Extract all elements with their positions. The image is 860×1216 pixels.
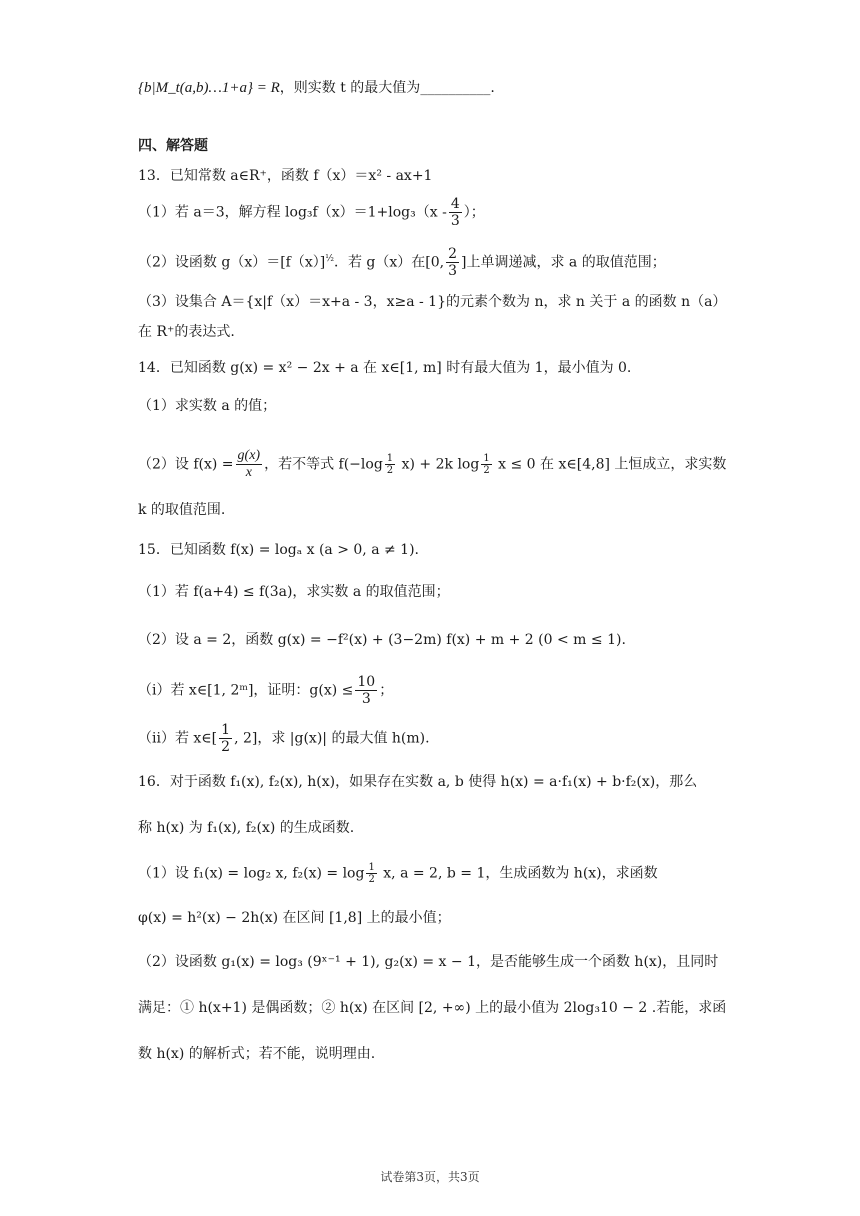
q13-part1-end: ）； [463,204,485,221]
q15-stem: 15．已知函数 f(x) = logₐ x (a > 0, a ≠ 1). [138,542,420,558]
fraction-numerator: 10 [357,674,376,690]
q15-part-ii-end: , 2]，求 |g(x)| 的最大值 h(m). [234,730,430,747]
q14-stem: 14．已知函数 g(x) = x² − 2x + a 在 x∈[1, m] 时有最大值为 1，最小值为 0. [138,360,632,376]
fraction-numerator: g(x) [237,448,261,463]
q16-part1 [138,862,658,885]
q16-part1-text: （1）设 f₁(x) = log₂ x, f₂(x) = log [138,865,365,882]
q16-part2-line1: （2）设函数 g₁(x) = log₃ (9ˣ⁻¹ + 1), g₂(x) = x − 1，是否能够生成一个函数 h(x)，且同时 [138,954,719,970]
fraction [236,448,263,481]
q15-part-i-end: ； [379,682,394,699]
fraction-numerator: 1 [483,453,490,464]
q13-part2-text: （2）设函数 g（x）＝[f（x）] [138,254,326,271]
q12-blank: __________ [420,80,491,96]
fraction-denominator: 2 [221,739,231,755]
fraction-numerator: 1 [368,862,375,873]
q16-part2-line3: 数 h(x) 的解析式；若不能，说明理由. [138,1046,376,1062]
q12-text: ，则实数 t 的最大值为 [279,80,421,96]
fraction-denominator: x [245,465,252,480]
fraction-denominator: 3 [450,213,460,229]
fraction-numerator: 1 [221,722,231,738]
q12-formula: {b|M_t(a,b)…1+a} = R [138,80,280,96]
q15-part2: （2）设 a = 2，函数 g(x) = −f²(x) + (3−2m) f(x) + m + 2 (0 < m ≤ 1). [138,632,626,648]
q14-part2-mid: ，若不等式 f(−log [264,456,383,473]
fraction [449,196,462,229]
fraction [219,722,232,755]
q16-part1-end: x, a = 2, b = 1，生成函数为 h(x)，求函数 [378,865,658,882]
exponent: ½ [325,253,334,264]
fraction [446,246,459,279]
q16-stem-line2: 称 h(x) 为 f₁(x), f₂(x) 的生成函数. [138,820,355,836]
q15-part-ii-text: （ii）若 x∈[ [138,730,218,747]
q13-part2 [138,246,666,279]
q16-part2-line2: 满足：① h(x+1) 是偶函数；② h(x) 在区间 [2, +∞) 上的最小值为 2log₃10 − 2 .若能，求函 [138,1000,727,1016]
fraction-half [366,862,376,885]
q14-part2-end: x ≤ 0 在 x∈[4,8] 上恒成立，求实数 [493,456,727,473]
q14-part2-mid2: x) + 2k log [397,456,480,473]
fraction [355,674,377,707]
q14-part1: （1）求实数 a 的值； [138,398,277,414]
q14-part2 [138,448,726,481]
fraction-denominator: 3 [361,691,371,707]
q13-stem: 13．已知常数 a∈R⁺，函数 f（x）＝x² - ax+1 [138,168,433,184]
q14-part2-cont: k 的取值范围. [138,502,226,518]
q13-part3-line1: （3）设集合 A＝{x|f（x）＝x+a - 3，x≥a - 1}的元素个数为 n，求 n 关于 a 的函数 n（a） [138,294,727,310]
fraction-denominator: 2 [386,465,394,476]
q13-part1-text: （1）若 a＝3，解方程 log₃f（x）＝1+log₃（x - [138,204,447,221]
fraction-denominator: 2 [483,465,490,476]
q15-part-i-text: （i）若 x∈[1, 2ᵐ]，证明：g(x) ≤ [138,682,354,699]
q15-part-i [138,674,393,707]
fraction-denominator: 3 [448,263,458,279]
q16-stem-line1: 16．对于函数 f₁(x), f₂(x), h(x)，如果存在实数 a, b 使得 h(x) = a·f₁(x) + b·f₂(x)，那么 [138,774,698,790]
q16-part1-cont: φ(x) = h²(x) − 2h(x) 在区间 [1,8] 上的最小值； [138,910,451,926]
q14-part2-text: （2）设 f(x) = [138,456,234,473]
fraction-half [385,453,395,476]
q13-part2-mid: ．若 g（x）在[0, [333,254,445,271]
q12-tail-line [138,78,495,98]
q15-part-ii [138,722,430,755]
fraction-half [481,453,491,476]
section-title: 四、解答题 [138,138,208,154]
q15-part1: （1）若 f(a+4) ≤ f(3a)，求实数 a 的取值范围； [138,584,450,600]
q13-part2-end: ]上单调递减，求 a 的取值范围； [461,254,666,271]
page-footer: 试卷第3页，共3页 [380,1170,480,1184]
fraction-numerator: 4 [450,196,460,212]
q13-part3-line2: 在 R⁺的表达式. [138,324,235,340]
fraction-numerator: 1 [386,453,394,464]
q13-part1 [138,196,485,229]
q12-end: . [490,80,495,96]
fraction-numerator: 2 [448,246,458,262]
fraction-denominator: 2 [368,874,375,885]
